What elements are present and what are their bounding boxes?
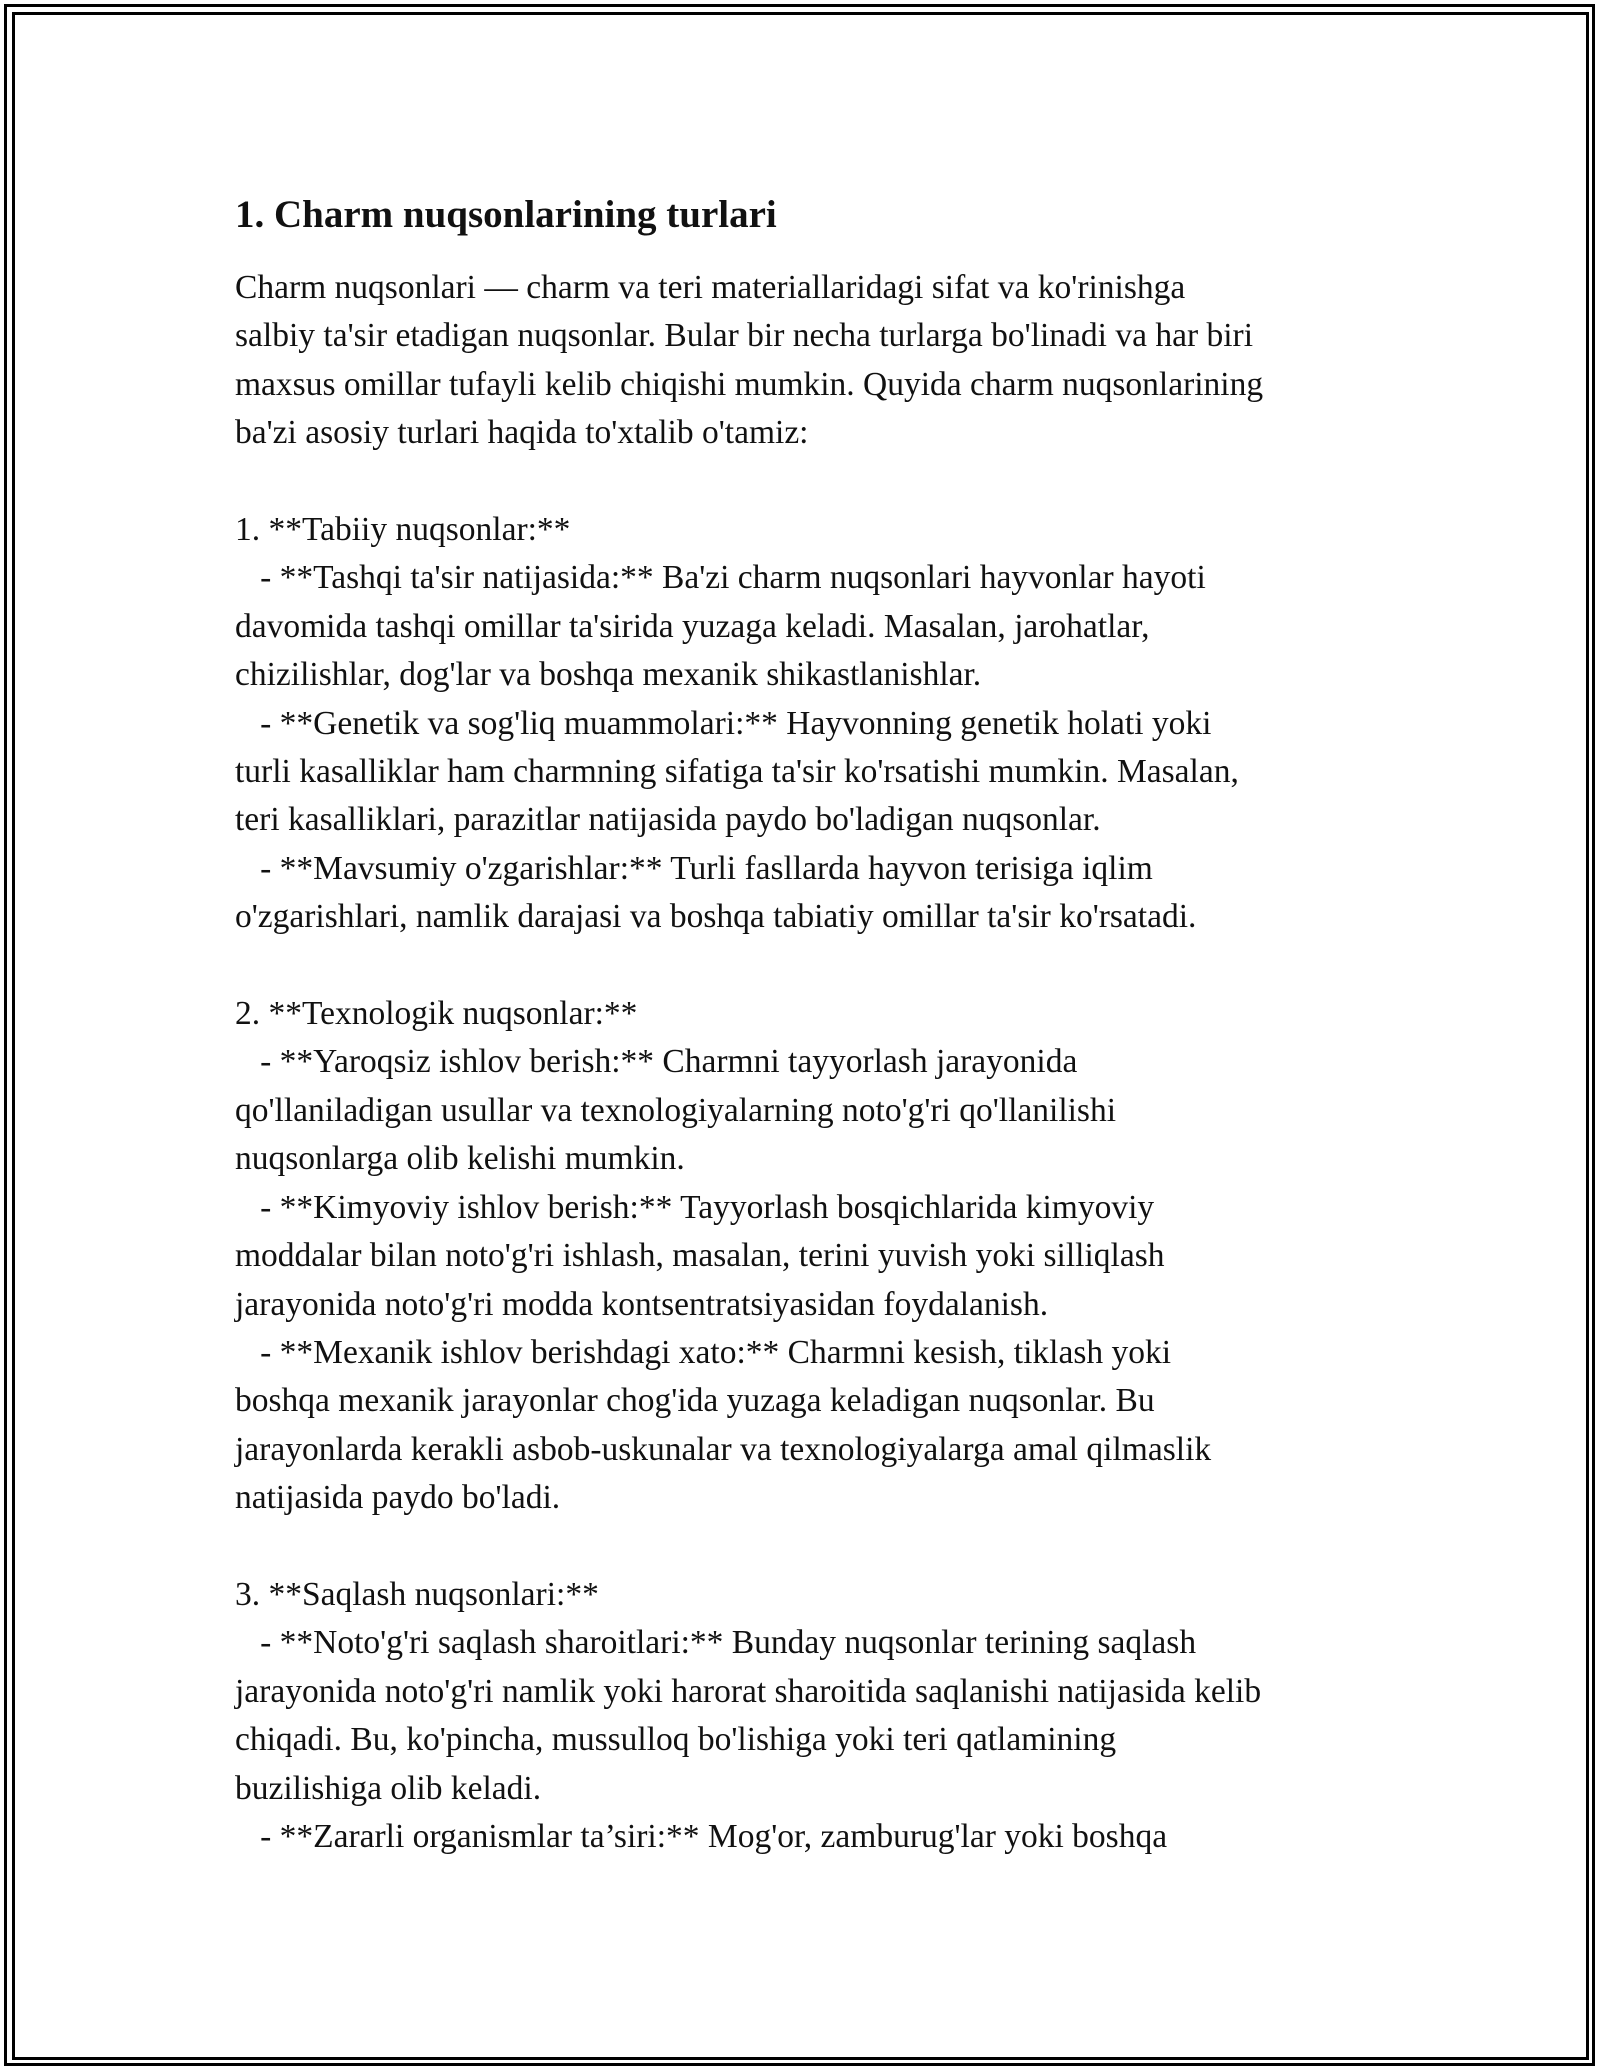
text-line: maxsus omillar tufayli kelib chiqishi mumkin. Quyida charm nuqsonlarining [235, 365, 1264, 403]
document-title: 1. Charm nuqsonlarining turlari [235, 193, 777, 236]
text-line: teri kasalliklari, parazitlar natijasida paydo bo'ladigan nuqsonlar. [235, 801, 1101, 839]
document-body [235, 186, 1375, 1861]
text-line: o'zgarishlari, namlik darajasi va boshqa tabiatiy omillar ta'sir ko'rsatadi. [235, 898, 1197, 936]
text-line: - **Mavsumiy o'zgarishlar:** Turli fasllarda hayvon terisiga iqlim [235, 849, 1153, 887]
text-line: 2. **Texnologik nuqsonlar:** [235, 995, 638, 1033]
text-line: qo'llaniladigan usullar va texnologiyalarning noto'g'ri qo'llanilishi [235, 1091, 1117, 1129]
blank-line [235, 458, 1375, 506]
text-line: Charm nuqsonlari — charm va teri materiallaridagi sifat va ko'rinishga [235, 269, 1186, 306]
text-line: turli kasalliklar ham charmning sifatiga ta'sir ko'rsatishi mumkin. Masalan, [235, 753, 1239, 791]
text-line: nuqsonlarga olib kelishi mumkin. [235, 1140, 685, 1178]
text-line: jarayonida noto'g'ri modda kontsentratsiyasidan foydalanish. [235, 1285, 1049, 1323]
text-line: - **Kimyoviy ishlov berish:** Tayyorlash bosqichlarida kimyoviy [235, 1188, 1155, 1226]
text-line: - **Mexanik ishlov berishdagi xato:** Charmni kesish, tiklash yoki [235, 1333, 1172, 1371]
text-line: ba'zi asosiy turlari haqida to'xtalib o'tamiz: [235, 414, 809, 452]
text-line: boshqa mexanik jarayonlar chog'ida yuzaga keladigan nuqsonlar. Bu [235, 1382, 1155, 1420]
text-line: - **Zararli organismlar ta’siri:** Mog'or, zamburug'lar yoki boshqa [235, 1817, 1168, 1855]
text-line: - **Noto'g'ri saqlash sharoitlari:** Bunday nuqsonlar terining saqlash [235, 1624, 1197, 1662]
text-line: salbiy ta'sir etadigan nuqsonlar. Bular bir necha turlarga bo'linadi va har biri [235, 317, 1254, 355]
text-line: chizilishlar, dog'lar va boshqa mexanik shikastlanishlar. [235, 656, 982, 694]
text-line: jarayonlarda kerakli asbob-uskunalar va texnologiyalarga amal qilmaslik [235, 1430, 1212, 1468]
text-line: jarayonida noto'g'ri namlik yoki harorat sharoitida saqlanishi natijasida kelib [235, 1672, 1262, 1710]
text-line: - **Genetik va sog'liq muammolari:** Hayvonning genetik holati yoki [235, 704, 1212, 742]
blank-line [235, 1523, 1375, 1571]
text-line: chiqadi. Bu, ko'pincha, mussulloq bo'lishiga yoki teri qatlamining [235, 1721, 1117, 1759]
text-line: davomida tashqi omillar ta'sirida yuzaga keladi. Masalan, jarohatlar, [235, 607, 1150, 645]
text-line: - **Tashqi ta'sir natijasida:** Ba'zi charm nuqsonlari hayvonlar hayoti [235, 559, 1206, 597]
text-line: natijasida paydo bo'ladi. [235, 1479, 561, 1517]
text-line: 3. **Saqlash nuqsonlari:** [235, 1575, 599, 1613]
text-line: buzilishiga olib keladi. [235, 1769, 542, 1807]
blank-line [235, 942, 1375, 990]
text-line: moddalar bilan noto'g'ri ishlash, masalan, terini yuvish yoki silliqlash [235, 1237, 1165, 1275]
document-text [235, 264, 1375, 1861]
text-line: 1. **Tabiiy nuqsonlar:** [235, 511, 571, 549]
text-line: - **Yaroqsiz ishlov berish:** Charmni tayyorlash jarayonida [235, 1043, 1078, 1081]
